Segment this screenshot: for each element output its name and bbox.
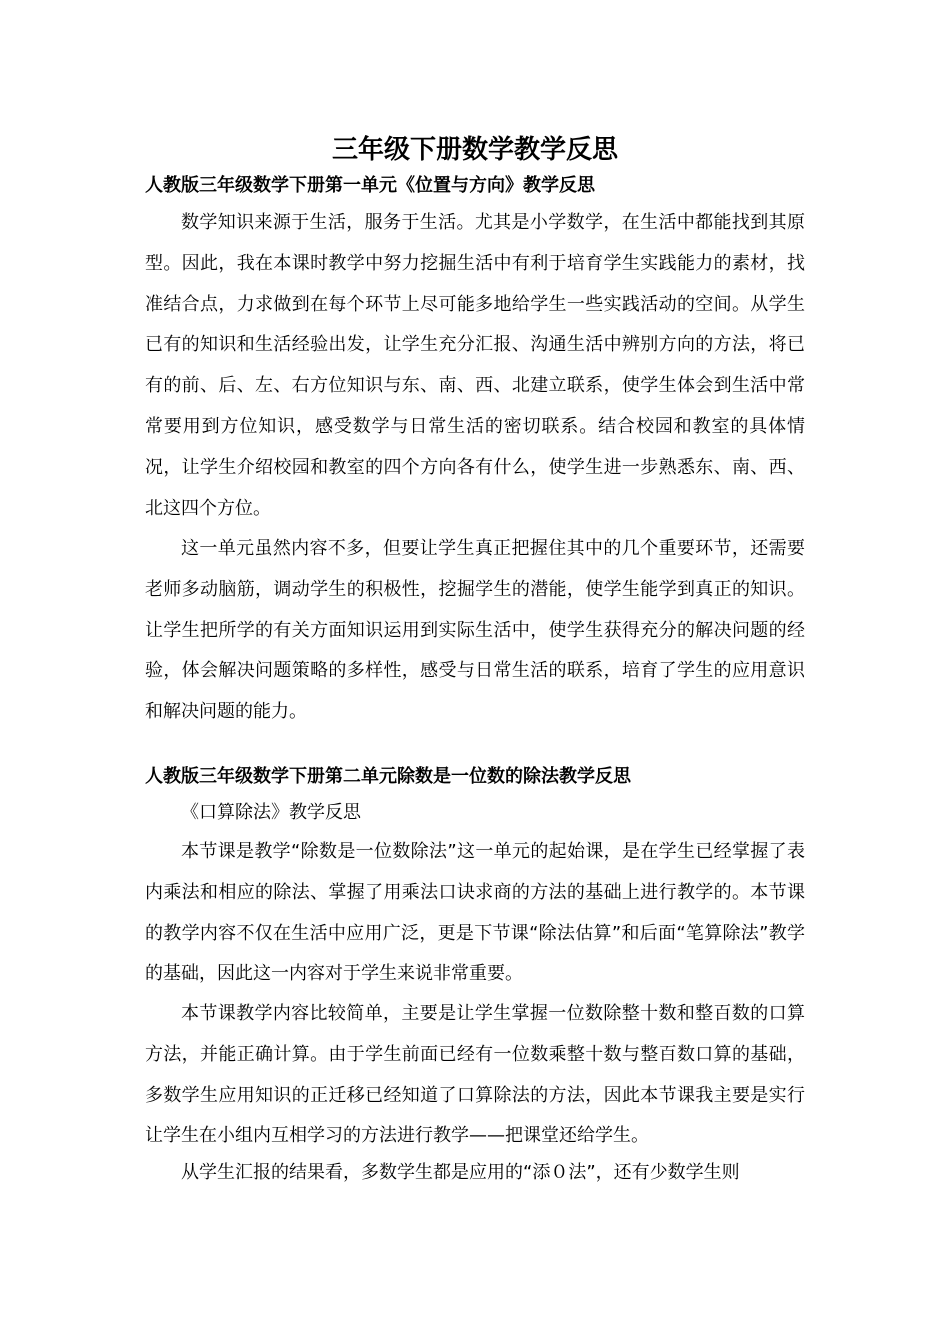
section1-heading: 人教版三年级数学下册第一单元《位置与方向》教学反思 <box>145 175 595 196</box>
document-title: 三年级下册数学教学反思 <box>331 135 618 165</box>
section2-heading: 人教版三年级数学下册第二单元除数是一位数的除法教学反思 <box>145 766 631 787</box>
section2-subheading: 《口算除法》教学反思 <box>181 802 361 823</box>
section2-paragraph-3: 从学生汇报的结果看，多数学生都是应用的“添０法”，还有少数学生则 <box>181 1162 740 1183</box>
section1-paragraph-2: 这一单元虽然内容不多，但要让学生真正把握住其中的几个重要环节，还需要老师多动脑筋，调动学生的积极性，挖掘学生的潜能，使学生能学到真正的知识。让学生把所学的有关方面知识运用到实际生活中，使学生获得充分的解决问题的经验，体会解决问题策略的多样性，感受与日常生活的联系，培育了学生的应用意识和解决问题的能力。 <box>145 538 805 723</box>
section1-paragraph-1: 数学知识来源于生活，服务于生活。尤其是小学数学，在生活中都能找到其原型。因此，我在本课时教学中努力挖掘生活中有利于培育学生实践能力的素材，找准结合点，力求做到在每个环节上尽可能多地给学生一些实践活动的空间。从学生已有的知识和生活经验出发，让学生充分汇报、沟通生活中辨别方向的方法，将已有的前、后、左、右方位知识与东、南、西、北建立联系，使学生体会到生活中常常要用到方位知识，感受数学与日常生活的密切联系。结合校园和教室的具体情况，让学生介绍校园和教室的四个方向各有什么，使学生进一步熟悉东、南、西、北这四个方位。 <box>145 212 805 519</box>
section2-paragraph-2: 本节课教学内容比较简单，主要是让学生掌握一位数除整十数和整百数的口算方法，并能正确计算。由于学生前面已经有一位数乘整十数与整百数口算的基础，多数学生应用知识的正迁移已经知道了口算除法的方法，因此本节课我主要是实行让学生在小组内互相学习的方法进行教学——把课堂还给学生。 <box>145 1003 805 1147</box>
section2-paragraph-1: 本节课是教学“除数是一位数除法”这一单元的起始课，是在学生已经掌握了表内乘法和相应的除法、掌握了用乘法口诀求商的方法的基础上进行教学的。本节课的教学内容不仅在生活中应用广泛，更是下节课“除法估算”和后面“笔算除法”教学的基础，因此这一内容对于学生来说非常重要。 <box>145 841 805 985</box>
